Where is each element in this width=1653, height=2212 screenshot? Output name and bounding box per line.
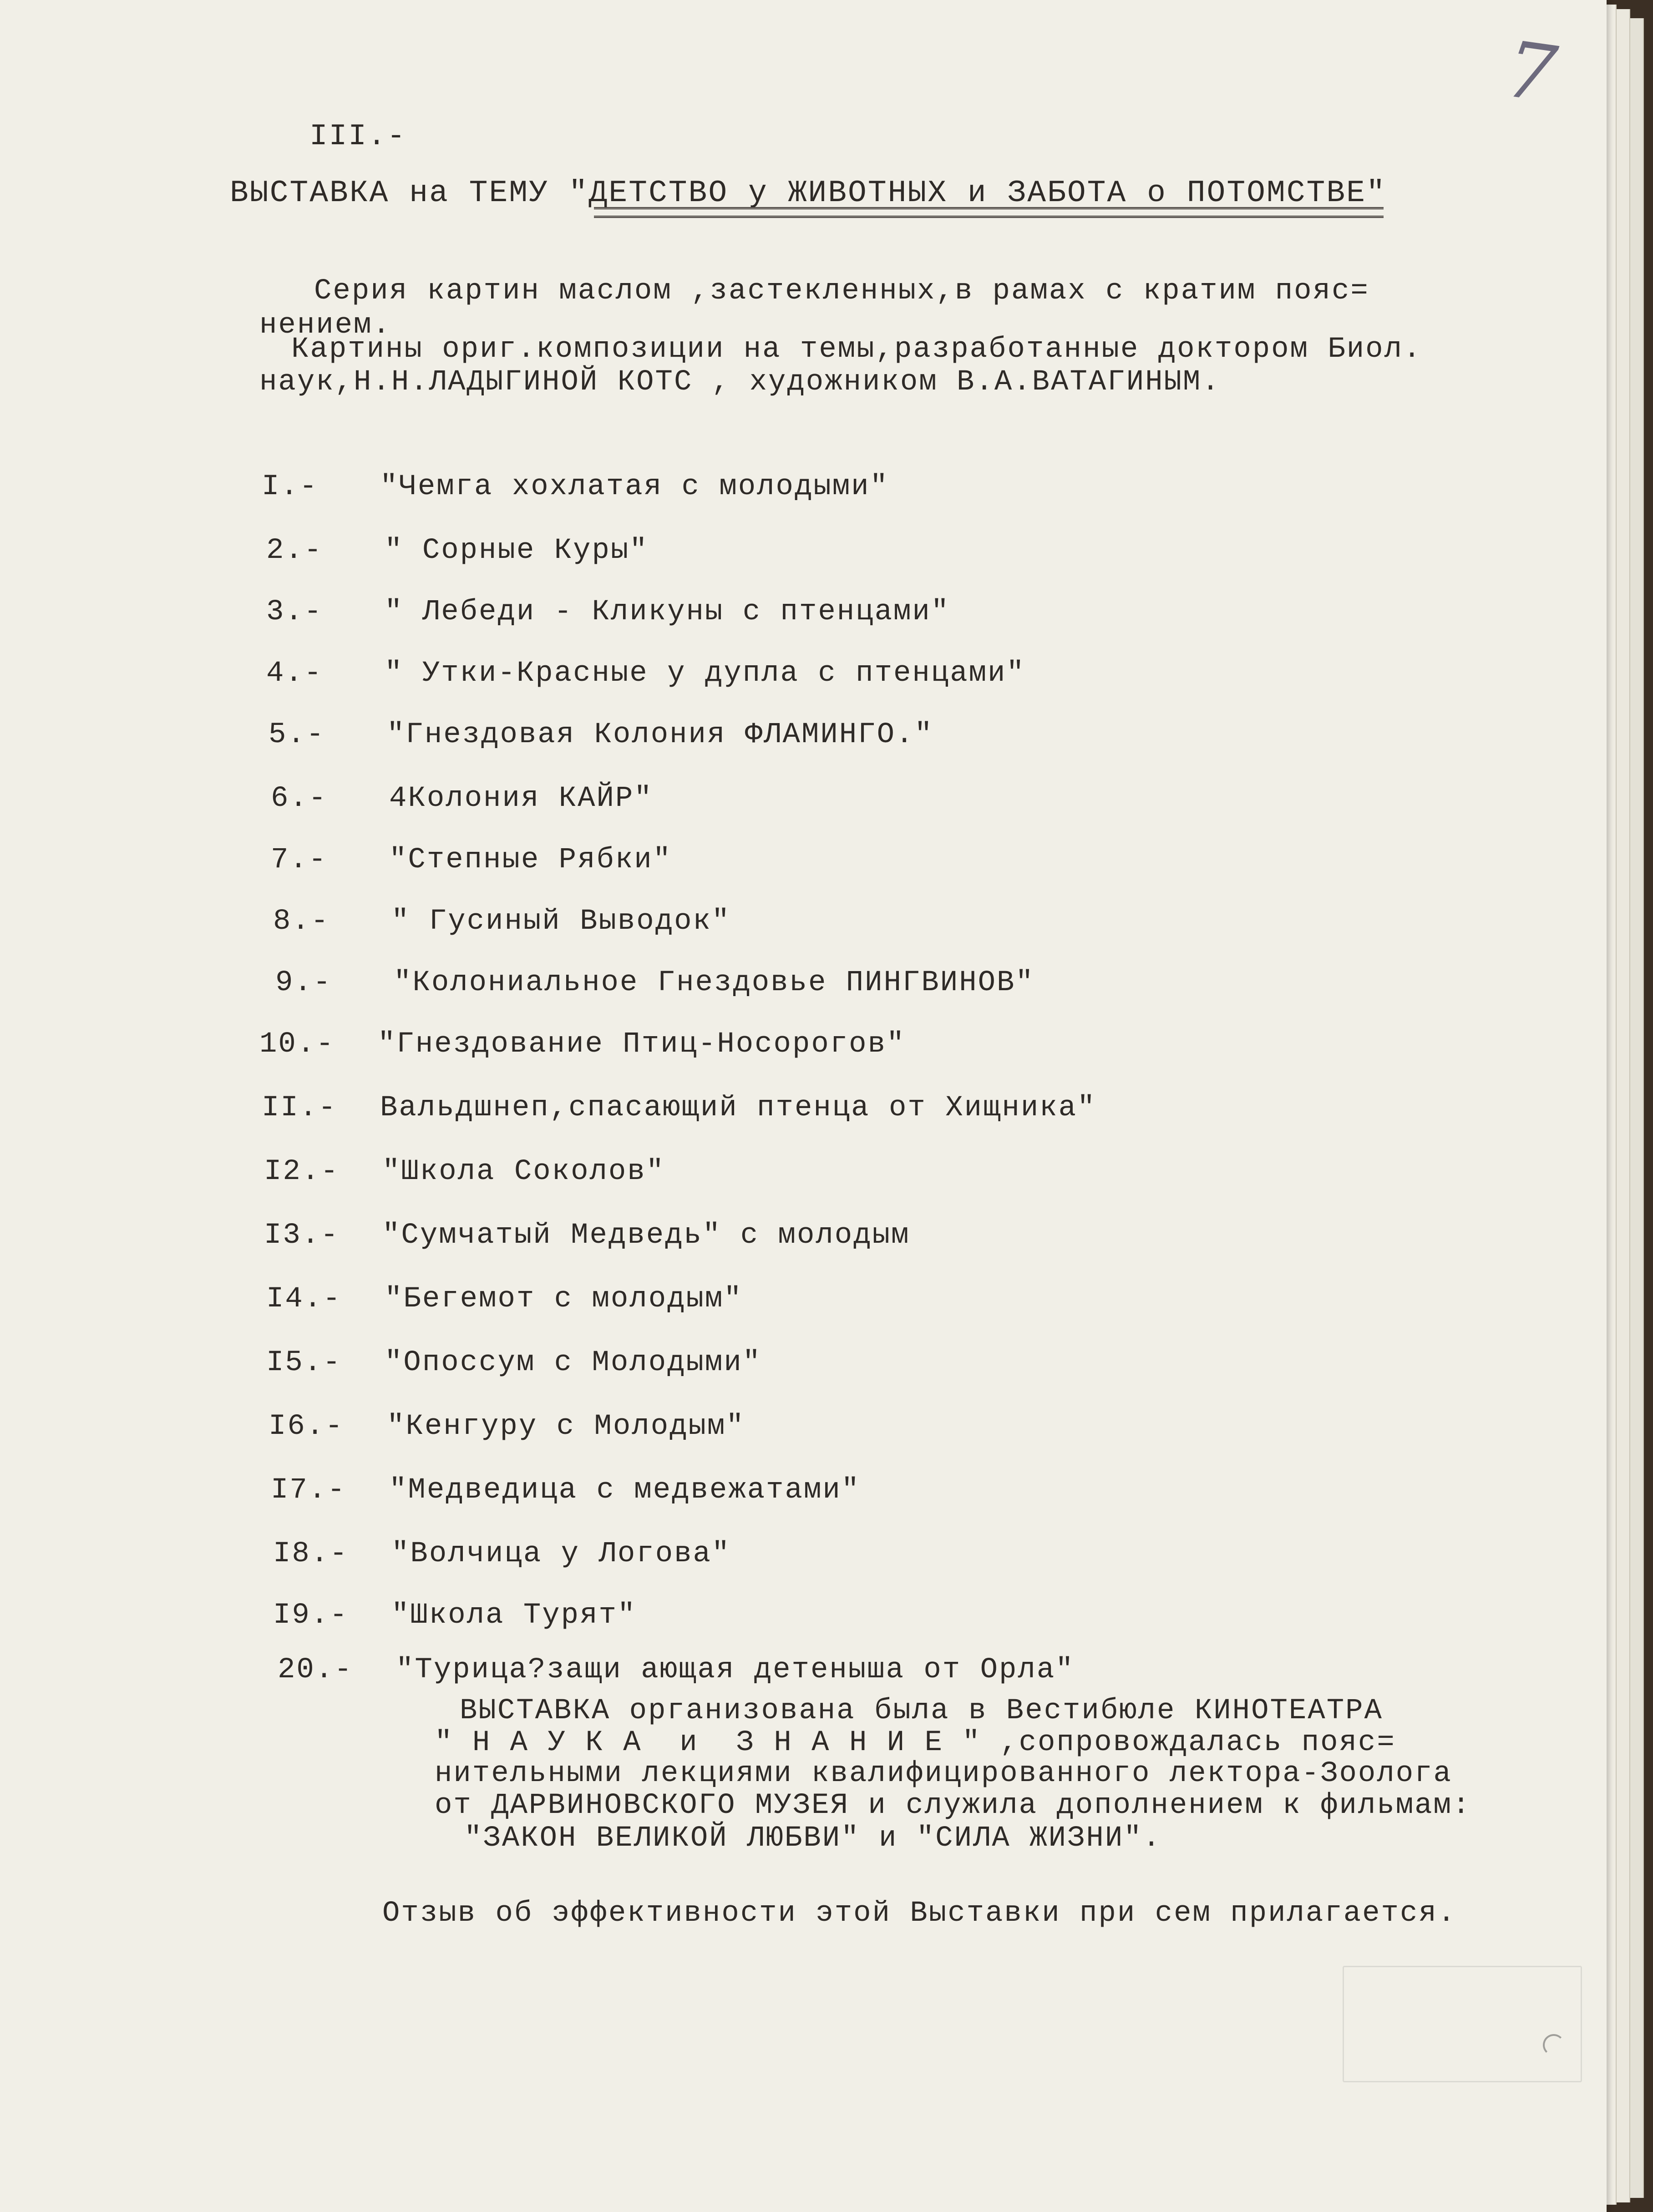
list-item [269,1408,745,1445]
item-title: "Степные Рябки" [389,844,672,876]
list-item [271,1472,860,1508]
list-item [271,780,653,817]
feedback-line: Отзыв об эффективности этой Выставки при сем прилагается. [382,1897,1457,1930]
item-number: 20.- [278,1654,353,1686]
closing-line: от ДАРВИНОВСКОГО МУЗЕЯ и служила дополнением к фильмам: [435,1789,1471,1822]
item-title: 4Колония КАЙР" [389,782,653,815]
list-item [273,1597,636,1634]
section-number: III.- [309,119,407,153]
closing-line: нительными лекциями квалифицированного лектора-Зоолога [435,1757,1452,1790]
item-title: "Турица?защи ающая детеныша от Орла" [396,1654,1075,1686]
list-item [262,1090,1096,1126]
item-number: 6.- [271,782,328,815]
intro-line: наук,Н.Н.ЛАДЫГИНОЙ КОТС , художником В.А.ВАТАГИНЫМ. [259,366,1221,399]
item-number: I9.- [273,1599,349,1632]
list-item [275,965,1034,1001]
item-title: "Школа Соколов" [382,1155,665,1188]
closing-line: " Н А У К А и З Н А Н И Е " ,сопровождалась пояс= [435,1726,1396,1759]
list-item [266,1345,761,1381]
item-number: 3.- [266,596,323,628]
intro-line: нением. [259,309,391,342]
list-item [266,532,649,569]
item-number: I.- [262,471,319,503]
item-title: "Медведица с медвежатами" [389,1474,861,1507]
faint-stamp [1343,1966,1582,2082]
item-number: 9.- [275,967,332,999]
item-number: 8.- [273,905,330,938]
list-item [264,1154,665,1190]
handwritten-folio-number: 7 [1500,24,1562,121]
list-item [259,1026,905,1063]
item-title: Вальдшнеп,спасающий птенца от Хищника" [380,1092,1096,1124]
pencil-mark [1543,2034,1565,2056]
intro-line: Серия картин маслом ,застекленных,в рамах с кратим пояс= [314,275,1369,308]
list-item [266,1281,743,1317]
item-number: 5.- [269,719,325,751]
list-item [278,1652,1075,1688]
item-number: I7.- [271,1474,346,1507]
list-item [264,1217,910,1254]
item-number: I3.- [264,1219,340,1252]
item-title: " Лебеди - Кликуны с птенцами" [385,596,950,628]
item-title: "Гнездовая Колония ФЛАМИНГО." [387,719,933,751]
item-title: " Утки-Красные у дупла с птенцами" [385,657,1025,690]
item-number: II.- [262,1092,337,1124]
item-number: I2.- [264,1155,340,1188]
intro-line: Картины ориг.композиции на темы,разработанные доктором Биол. [291,333,1422,366]
item-title: "Чемга хохлатая с молодыми" [380,471,889,503]
item-title: "Колониальное Гнездовье ПИНГВИНОВ" [394,967,1034,999]
item-title: "Кенгуру с Молодым" [387,1410,745,1443]
list-item [269,717,933,753]
item-title: " Сорные Куры" [385,534,649,567]
item-number: I5.- [266,1346,342,1379]
item-title: " Гусиный Выводок" [391,905,731,938]
item-title: "Гнездование Птиц-Носорогов" [378,1028,906,1061]
item-title: "Сумчатый Медведь" с молодым [382,1219,910,1252]
item-number: 7.- [271,844,328,876]
item-title: "Опоссум с Молодыми" [385,1346,762,1379]
closing-line: ВЫСТАВКА организована была в Вестибюле КИНОТЕАТРА [460,1695,1383,1727]
item-number: I8.- [273,1538,349,1570]
item-number: I4.- [266,1283,342,1316]
list-item [266,655,1025,692]
item-title: "Бегемот с молодым" [385,1283,743,1316]
item-number: I6.- [269,1410,344,1443]
list-item [262,469,889,505]
item-number: 4.- [266,657,323,690]
item-number: 2.- [266,534,323,567]
item-title: "Волчица у Логова" [391,1538,731,1570]
item-number: 10.- [259,1028,335,1061]
title-double-underline [594,207,1384,218]
item-title: "Школа Турят" [391,1599,637,1632]
closing-line: "ЗАКОН ВЕЛИКОЙ ЛЮБВИ" и "СИЛА ЖИЗНИ". [464,1822,1162,1855]
list-item [266,594,950,630]
list-item [273,1536,730,1572]
exhibition-title: ВЫСТАВКА на ТЕМУ "ДЕТСТВО у ЖИВОТНЫХ и ЗАБОТА о ПОТОМСТВЕ" [230,176,1386,211]
list-item [271,842,672,878]
list-item [273,903,730,940]
